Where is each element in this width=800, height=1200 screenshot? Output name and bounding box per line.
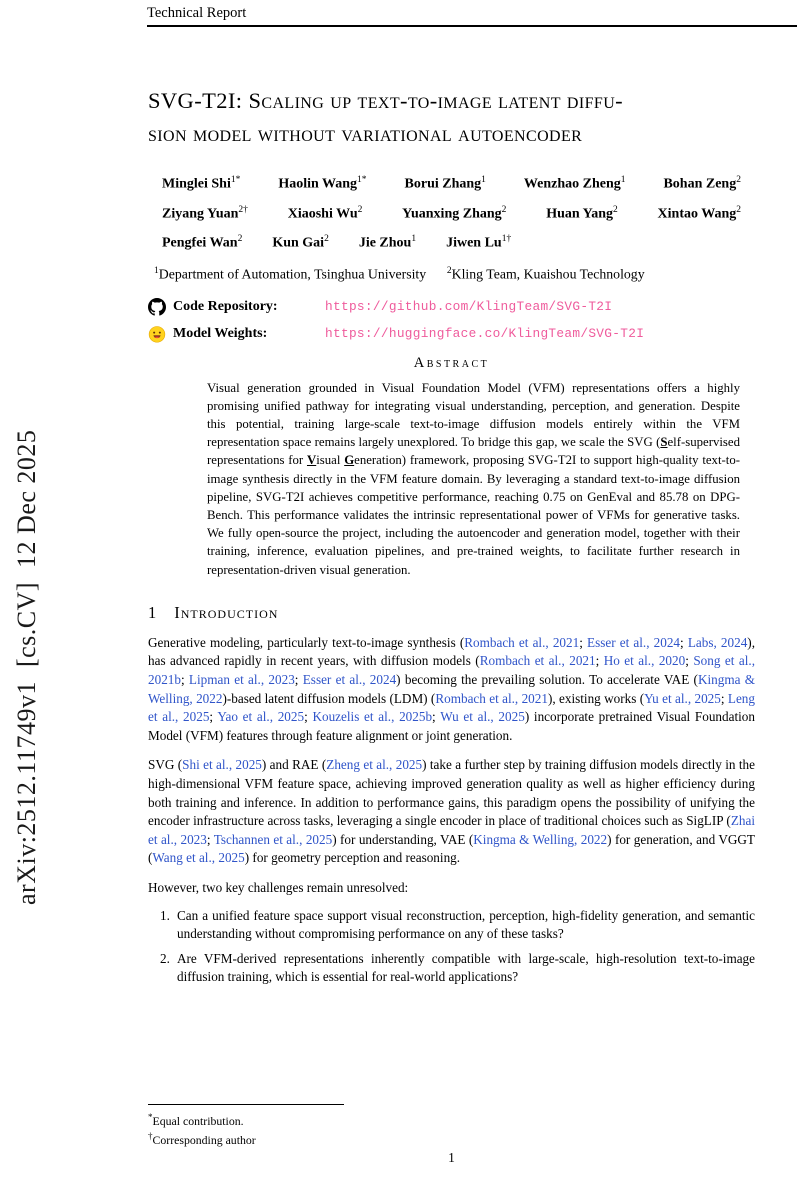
citation-link[interactable]: Lipman et al., 2023 [188,671,295,687]
model-weights-row [148,323,755,345]
author: Xiaoshi Wu$^2$ [287,204,363,222]
author-row-2 [162,200,741,225]
citation-link[interactable]: Wang et al., 2025 [152,850,245,866]
citation-link[interactable]: Shi et al., 2025 [182,757,262,773]
author: Jie Zhou$^1$ [358,234,417,251]
citation-link[interactable]: Kingma & Welling, 2022 [148,671,759,706]
abstract-section [148,355,755,579]
citation-link[interactable]: Leng et al., 2025 [148,690,759,725]
author-block [148,170,755,254]
code-repository-label: Code Repository: [173,298,278,314]
resource-links [148,296,755,345]
citation-link[interactable]: Esser et al., 2024 [302,671,397,687]
code-repository-row [148,296,755,318]
citation-link[interactable]: Zheng et al., 2025 [326,757,423,773]
citation-link[interactable]: Tschannen et al., 2025 [213,831,333,847]
footnote-area [148,1104,755,1149]
report-header [147,5,797,27]
list-number: 2. [160,950,170,966]
intro-paragraph-2: SVG (Shi et al., 2025) and RAE (Zheng et al., 2025) take a further step by training diffusion models directly in the high-dimensional VFM feature space, achieving improved generation quality as well as higher efficiency during both training and inference. In addition to performance gains, this paradigm opens the possibility of unifying the encoder infrastructure across tasks, leveraging a single encoder in place of traditional choices such as SigLIP (Zhai et al., 2023; Tschannen et al., 2025) for understanding, VAE (Kingma & Welling, 2022) for generation, and VGGT (Wang et al., 2025) for geometry perception and reasoning. [148,757,759,866]
affiliations: $^1$Department of Automation, Tsinghua University $^2$Kling Team, Kuaishou Technology [154,265,645,282]
abstract-heading: Abstract [413,354,490,371]
footnote-equal-contribution: *Equal contribution. [148,1112,244,1128]
author-row-1 [162,170,741,195]
citation-link[interactable]: Rombach et al., 2021 [435,690,548,706]
citation-link[interactable]: Labs, 2024 [687,634,748,650]
author: Wenzhao Zheng$^1$ [523,175,626,192]
list-number: 1. [160,907,170,923]
report-header-label: Technical Report [147,5,247,21]
author: Kun Gai$^2$ [272,234,329,251]
title-line-1: SVG-T2I: Scaling up text-to-image latent diffu- [148,88,624,113]
title-line-2: sion model without variational autoencoder [148,121,583,146]
author: Bohan Zeng$^2$ [663,175,741,192]
author-row-3 [162,229,741,254]
author: Haolin Wang$^{1*}$ [278,175,367,192]
code-repository-link[interactable]: https://github.com/KlingTeam/SVG-T2I [325,299,613,315]
model-weights-label: Model Weights: [173,325,268,341]
abstract-text: Visual generation grounded in Visual Foundation Model (VFM) representations offers a highly promising unified pathway for integrating visual understanding, perception, and generation. Despite this potential, training large-scale text-to-image diffusion models entirely within the VFM representation space remains largely unexplored. To bridge this gap, we scale the SVG (Self-supervised representations for Visual Generation) framework, proposing SVG-T2I to support high-quality text-to-image synthesis directly in the VFM feature domain. By leveraging a standard text-to-image diffusion pipeline, SVG-T2I achieves competitive performance, reaching 0.75 on GenEval and 85.78 on DPG-Bench. This performance validates the intrinsic representational power of VFMs for generative tasks. We fully open-source the project, including the autoencoder and generation model, together with their training, inference, evaluation pipelines, and pre-trained weights, to facilitate further research in representation-driven visual generation. [207,380,744,577]
section-title: Introduction [174,602,279,622]
citation-link[interactable]: Wu et al., 2025 [440,709,525,725]
citation-link[interactable]: Rombach et al., 2021 [479,653,596,669]
footnote-rule [148,1104,344,1105]
author: Borui Zhang$^1$ [404,175,486,192]
challenge-item-2 [148,950,759,987]
section-number: 1 [148,602,157,622]
citation-link[interactable]: Song et al., 2021b [148,653,759,687]
author: Jiwen $Lu^{1\dagger}$ [446,234,512,251]
citation-link[interactable]: Zhai et al., 2023 [148,813,759,847]
citation-link[interactable]: Yu et al., 2025 [644,690,721,706]
challenge-item-1 [148,907,759,944]
author: Pengfei Wan$^2$ [162,234,243,251]
author: Ziyang Yuan$^{2\dagger}$ [162,204,248,222]
citation-link[interactable]: Kingma & Welling, 2022 [473,831,608,847]
model-weights-link[interactable]: https://huggingface.co/KlingTeam/SVG-T2I [325,326,645,342]
intro-paragraph-3: However, two key challenges remain unresolved: [148,879,409,895]
github-icon [148,298,166,316]
citation-link[interactable]: Yao et al., 2025 [217,709,305,725]
list-text: Can a unified feature space support visual reconstruction, perception, high-fidelity generation, and semantic understanding without compromising performance on any of these tasks? [177,907,759,942]
author: Xintao Wang$^2$ [657,204,741,222]
author: Huan Yang$^2$ [546,204,618,222]
citation-link[interactable]: Kouzelis et al., 2025b [312,709,433,725]
citation-link[interactable]: Esser et al., 2024 [587,634,681,650]
challenge-list [148,907,759,987]
arxiv-watermark: arXiv:2512.11749v1 [cs.CV] 12 Dec 2025 [12,429,41,905]
footnote-corresponding-author: †Corresponding author [148,1131,256,1148]
paper-title [148,84,755,150]
section-heading-introduction [148,603,755,623]
paper-content [148,40,759,987]
page-number: 1 [448,1150,455,1165]
intro-paragraph-1: Generative modeling, particularly text-to-image synthesis (Rombach et al., 2021; Esser et al., 2024; Labs, 2024), has advanced rapidly in recent years, with diffusion models (Rombach et al., 2021; Ho et al., 2020; Song et al., 2021b; Lipman et al., 2023; Esser et al., 2024) becoming the prevailing solution. To accelerate VAE (Kingma & Welling, 2022)-based latent diffusion models (LDM) (Rombach et al., 2021), existing works (Yu et al., 2025; Leng et al., 2025; Yao et al., 2025; Kouzelis et al., 2025b; Wu et al., 2025) incorporate pretrained Visual Foundation Model (VFM) features through feature alignment or joint generation. [148,634,759,743]
huggingface-icon [148,325,166,343]
citation-link[interactable]: Rombach et al., 2021 [464,634,580,650]
author: Yuanxing Zhang$^2$ [402,204,507,222]
citation-link[interactable]: Ho et al., 2020 [603,653,686,669]
author: Minglei Shi$^{1*}$ [162,175,241,192]
list-text: Are VFM-derived representations inherently compatible with large-scale, high-resolution text-to-image diffusion training, which is essential for real-world applications? [177,950,759,985]
